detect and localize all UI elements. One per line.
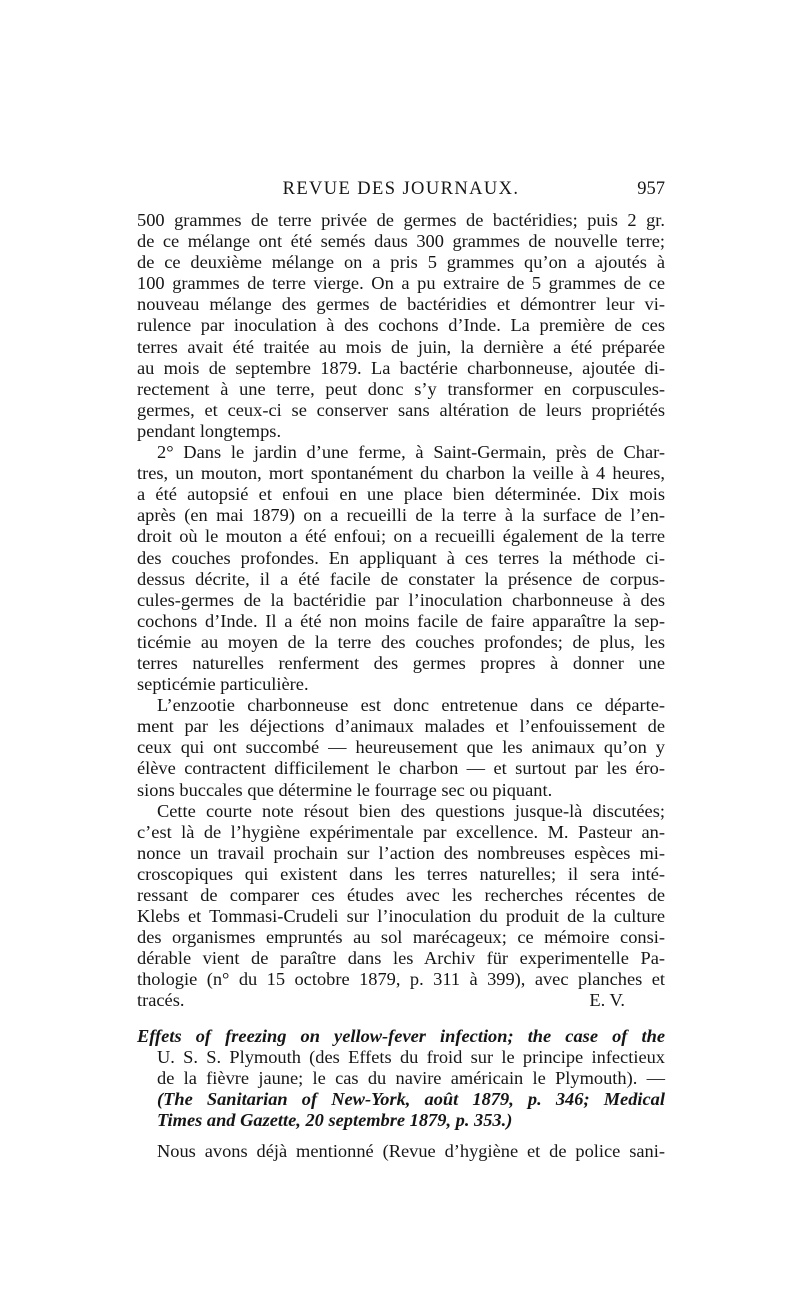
text-line: terres avait été traitée au mois de juin, la dernière a été préparée [137, 336, 665, 357]
running-head: REVUE DES JOURNAUX. [282, 179, 520, 199]
text-line: de ce mélange ont été semés daus 300 grammes de nouvelle terre; [137, 231, 665, 252]
text-line: a été autopsié et enfoui en une place bien déterminée. Dix mois [137, 484, 665, 505]
text-fragment: tracés. [137, 990, 185, 1011]
signature: E. V. [589, 990, 625, 1011]
text-line: après (en mai 1879) on a recueilli de la terre à la surface de l’en- [137, 505, 665, 526]
text-line: des organismes empruntés au sol marécageux; ce mémoire consi- [137, 927, 665, 948]
body-text [137, 210, 665, 1162]
text-line: tres, un mouton, mort spontanément du charbon la veille à 4 heures, [137, 463, 665, 484]
text-line: cules-germes de la bactéridie par l’inoculation charbonneuse à des [137, 589, 665, 610]
text-line: ressant de comparer ces études avec les recherches récentes de [137, 885, 665, 905]
text-line: croscopiques qui existent dans les terres naturelles; il sera inté- [137, 863, 665, 884]
text-line: nouveau mélange des germes de bactéridies et démontrer leur vi- [137, 294, 665, 315]
text-line: ticémie au moyen de la terre des couches profondes; de plus, les [137, 631, 665, 652]
text-line: germes, et ceux-ci se conserver sans altération de leurs propriétés [137, 399, 665, 420]
article-title-line: Effets of freezing on yellow-fever infection; the case of the [137, 1025, 665, 1046]
text-line: Klebs et Tommasi-Crudeli sur l’inoculation du produit de la culture [137, 906, 665, 927]
text-line: thologie (n° du 15 octobre 1879, p. 311 à 399), avec planches et [137, 969, 665, 990]
text-line: ment par les déjections d’animaux malades et l’enfouissement de [137, 716, 665, 737]
article-title-line: de la fièvre jaune; le cas du navire américain le Plymouth). — [157, 1067, 665, 1088]
text-line: 100 grammes de terre vierge. On a pu extraire de 5 grammes de ce [137, 273, 665, 294]
page-number: 957 [637, 179, 665, 199]
text-line: cochons d’Inde. Il a été non moins facile de faire apparaître la sep- [137, 610, 665, 631]
text-line: des couches profondes. En appliquant à ces terres la méthode ci- [137, 547, 665, 568]
text-line: 2° Dans le jardin d’une ferme, à Saint-Germain, près de Char- [157, 442, 665, 463]
text-line: 500 grammes de terre privée de germes de bactéridies; puis 2 gr. [137, 210, 665, 230]
signature-line [137, 990, 665, 1011]
text-line: ceux qui ont succombé — heureusement que les animaux qu’on y [137, 737, 665, 758]
text-line: sions buccales que détermine le fourrage sec ou piquant. [137, 779, 553, 800]
text-line: droit où le mouton a été enfoui; on a recueilli également de la terre [137, 526, 665, 547]
text-line: terres naturelles renferment des germes propres à donner une [137, 652, 665, 673]
page-header [137, 179, 665, 205]
text-line: rectement à une terre, peut donc s’y transformer en corpuscules- [137, 378, 665, 399]
text-line: Nous avons déjà mentionné (Revue d’hygiène et de police sani- [157, 1141, 665, 1162]
article-title-line: U. S. S. Plymouth (des Effets du froid sur le principe infectieux [157, 1046, 665, 1067]
text-line: élève contractent difficilement le charbon — et surtout par les éro- [137, 758, 665, 779]
text-line: de ce deuxième mélange on a pris 5 grammes qu’on a ajoutés à [137, 252, 665, 273]
text-line: Cette courte note résout bien des questions jusque-là discutées; [157, 800, 665, 821]
section-gap [137, 1131, 665, 1141]
text-line: c’est là de l’hygiène expérimentale par excellence. M. Pasteur an- [137, 821, 665, 842]
text-line: septicémie particulière. [137, 674, 309, 695]
text-line: au mois de septembre 1879. La bactérie charbonneuse, ajoutée di- [137, 357, 665, 378]
text-line: dessus décrite, il a été facile de constater la présence de corpus- [137, 568, 665, 589]
section-gap [137, 1012, 665, 1026]
article-title-line: (The Sanitarian of New-York, août 1879, p. 346; Medical [157, 1088, 665, 1109]
text-line: pendant longtemps. [137, 420, 282, 441]
text-line: L’enzootie charbonneuse est donc entretenue dans ce départe- [157, 695, 665, 716]
text-line: rulence par inoculation à des cochons d’Inde. La première de ces [137, 315, 665, 336]
article-title-line: Times and Gazette, 20 septembre 1879, p. 353.) [157, 1109, 513, 1130]
text-line: dérable vient de paraître dans les Archiv für experimentelle Pa- [137, 948, 665, 969]
text-line: nonce un travail prochain sur l’action des nombreuses espèces mi- [137, 842, 665, 863]
